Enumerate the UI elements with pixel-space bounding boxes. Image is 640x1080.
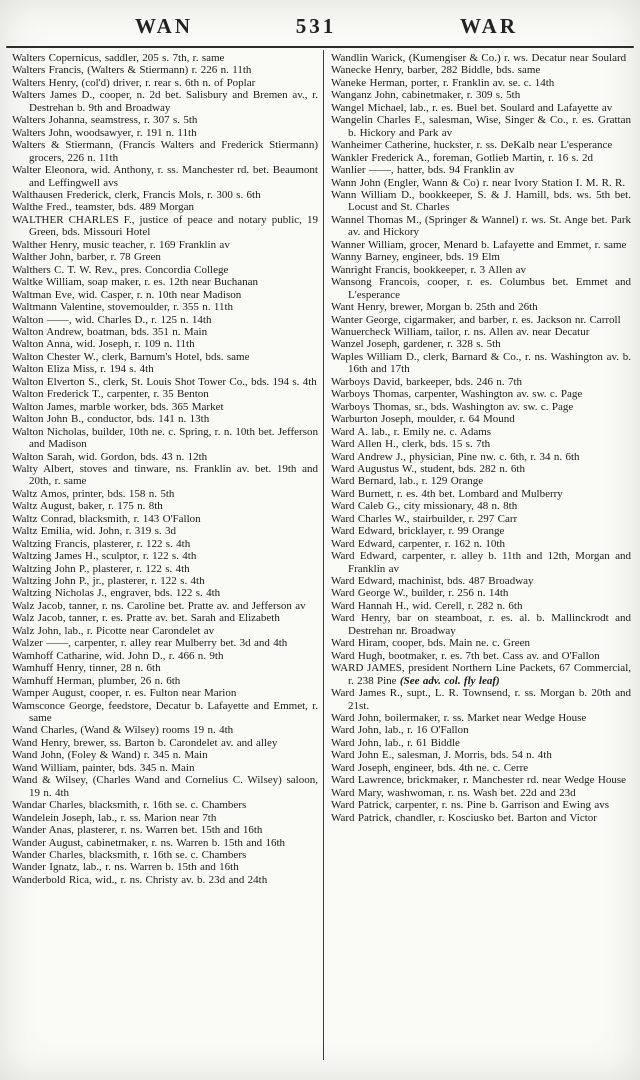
- directory-entry: Walz Jacob, tanner, r. es. Pratte av. bet. Sarah and Elizabeth: [12, 612, 280, 625]
- directory-entry: Ward John, boilermaker, r. ss. Market near Wedge House: [331, 712, 587, 725]
- directory-entry: Walty Albert, stoves and tinware, ns. Franklin av. bet. 19th and 20th, r. same: [12, 462, 318, 488]
- directory-entry: Wand William, painter, bds. 345 n. Main: [12, 761, 195, 774]
- directory-entry: Ward James R., supt., L. R. Townsend, r. ss. Morgan b. 20th and 21st.: [331, 687, 631, 712]
- directory-entry: Walther Henry, music teacher, r. 169 Franklin av: [12, 238, 230, 251]
- directory-entry: Wand Charles, (Wand & Wilsey) rooms 19 n. 4th: [12, 724, 234, 737]
- header-rule: [6, 46, 634, 48]
- directory-entry: Warboys Thomas, sr., bds. Washington av. sw. c. Page: [331, 400, 574, 413]
- directory-entry: Waltz Emilia, wid. John, r. 319 s. 3d: [12, 525, 177, 538]
- directory-entry: Ward Allen H., clerk, bds. 15 s. 7th: [331, 438, 491, 451]
- directory-entry: Waltman Eve, wid. Casper, r. n. 10th near Madison: [12, 288, 242, 301]
- directory-entry: Walz John, lab., r. Picotte near Carondelet av: [12, 624, 215, 637]
- directory-entry: Wand John, (Foley & Wand) r. 345 n. Main: [12, 749, 208, 762]
- directory-entry: Walters John, woodsawyer, r. 191 n. 11th: [12, 126, 197, 139]
- directory-entry: Wamhuff Henry, tinner, 28 n. 6th: [12, 662, 161, 675]
- directory-entry: Ward Charles W., stairbuilder, r. 297 Carr: [331, 512, 518, 525]
- directory-entry: Wanzel Joseph, gardener, r. 328 s. 5th: [331, 338, 501, 351]
- directory-entry: Walters Johanna, seamstress, r. 307 s. 5th: [12, 114, 198, 127]
- directory-entry: Wanuercheck William, tailor, r. ns. Allen av. near Decatur: [331, 325, 590, 338]
- directory-entry: Walthers C. T. W. Rev., pres. Concordia College: [12, 263, 229, 276]
- directory-entry: Walton Andrew, boatman, bds. 351 n. Main: [12, 325, 208, 338]
- directory-entry: Warburton Joseph, moulder, r. 64 Mound: [331, 413, 515, 426]
- directory-entry: Warboys Thomas, carpenter, Washington av. sw. c. Page: [331, 388, 583, 401]
- directory-entry: Walter Eleonora, wid. Anthony, r. ss. Manchester rd. bet. Beaumont and Leffingwell avs: [12, 164, 318, 189]
- directory-entry: Warboys David, barkeeper, bds. 246 n. 7th: [331, 375, 523, 388]
- column-divider: [323, 50, 324, 1060]
- page-number: 531: [295, 14, 337, 38]
- directory-entry: Ward Caleb G., city missionary, 48 n. 8th: [331, 500, 518, 513]
- directory-entry: Ward Patrick, chandler, r. Kosciusko bet. Barton and Victor: [331, 811, 597, 824]
- directory-entry: Walton James, marble worker, bds. 365 Market: [12, 400, 224, 413]
- directory-entry: Ward Mary, washwoman, r. ns. Wash bet. 22d and 23d: [331, 786, 576, 799]
- directory-entry: Wanlier ——, hatter, bds. 94 Franklin av: [331, 164, 515, 177]
- directory-column-right: [331, 52, 631, 1064]
- directory-entry: Walters & Stiermann, (Francis Walters and Frederick Stiermann) grocers, 226 n. 11th: [12, 139, 318, 164]
- directory-entry: Wanheimer Catherine, huckster, r. ss. DeKalb near L'esperance: [331, 139, 613, 152]
- directory-entry: Wamhoff Catharine, wid. John D., r. 466 n. 9th: [12, 649, 224, 662]
- directory-entry: Waltzing Nicholas J., engraver, bds. 122 s. 4th: [12, 587, 221, 600]
- directory-entry: Ward Bernard, lab., r. 129 Orange: [331, 475, 484, 488]
- directory-entry: Wannel Thomas M., (Springer & Wannel) r. ws. St. Ange bet. Park av. and Hickory: [331, 213, 631, 239]
- directory-entry: Waltmann Valentine, stovemoulder, r. 355 n. 11th: [12, 301, 234, 314]
- directory-entry: Wander Charles, blacksmith, r. 16th se. c. Chambers: [12, 849, 247, 861]
- directory-entry: Walton Chester W., clerk, Barnum's Hotel, bds. same: [12, 350, 250, 363]
- directory-entry: Ward Patrick, carpenter, r. ns. Pine b. Garrison and Ewing avs: [331, 799, 610, 812]
- directory-entry: Ward A. lab., r. Emily ne. c. Adams: [331, 425, 492, 438]
- directory-entry: Wand & Wilsey, (Charles Wand and Cornelius C. Wilsey) saloon, 19 n. 4th: [12, 774, 318, 799]
- directory-entry: Waltzing Francis, plasterer, r. 122 s. 4th: [12, 537, 191, 550]
- directory-entry: Waltzing John P., jr., plasterer, r. 122 s. 4th: [12, 575, 205, 588]
- directory-entry: Wangel Michael, lab., r. es. Buel bet. Soulard and Lafayette av: [331, 101, 613, 114]
- see-advertisement-note: (See adv. col. fly leaf): [399, 674, 500, 687]
- directory-entry: Walters Copernicus, saddler, 205 s. 7th, r. same: [12, 52, 225, 64]
- directory-entry: Ward John E., salesman, J. Morris, bds. 54 n. 4th: [331, 749, 552, 762]
- directory-entry: Wanganz John, cabinetmaker, r. 309 s. 5th: [331, 89, 521, 102]
- directory-entry: Wander Anas, plasterer, r. ns. Warren bet. 15th and 16th: [12, 824, 263, 837]
- header-section-right: WAR: [459, 14, 519, 38]
- directory-entry: Ward Edward, carpenter, r. 162 n. 10th: [331, 537, 505, 550]
- directory-entry: Ward John, lab., r. 61 Biddle: [331, 736, 460, 749]
- directory-entry: Walters Henry, (col'd) driver, r. rear s. 6th n. of Poplar: [12, 76, 256, 89]
- directory-entry: Ward Henry, bar on steamboat, r. es. al. b. Mallinckrodt and Destrehan nr. Broadway: [331, 612, 631, 637]
- directory-entry: Walther John, barber, r. 78 Green: [12, 251, 161, 264]
- directory-entry: Wanright Francis, bookkeeper, r. 3 Allen av: [331, 263, 527, 276]
- directory-entry: Ward Edward, carpenter, r. alley b. 11th and 12th, Morgan and Franklin av: [331, 550, 631, 575]
- directory-entry: WARD JAMES, president Northern Line Packets, 67 Commercial, r. 238 Pine (See adv. col. fly leaf): [331, 662, 631, 687]
- directory-entry: Waltke William, soap maker, r. es. 12th near Buchanan: [12, 276, 258, 289]
- directory-entry: Wansong Francois, cooper, r. es. Columbus bet. Emmet and L'esperance: [331, 276, 631, 301]
- directory-column-left: [12, 52, 318, 1064]
- directory-entry: Waltz Amos, printer, bds. 158 n. 5th: [12, 487, 175, 500]
- directory-entry: Wanecke Henry, barber, 282 Biddle, bds. same: [331, 64, 541, 77]
- directory-entry: Want Henry, brewer, Morgan b. 25th and 26th: [331, 301, 538, 314]
- directory-entry: Walters Francis, (Walters & Stiermann) r. 226 n. 11th: [12, 64, 252, 77]
- directory-entry: Ward Edward, bricklayer, r. 99 Orange: [331, 525, 505, 538]
- directory-entry: Ward Hugh, bootmaker, r. es. 7th bet. Cass av. and O'Fallon: [331, 649, 600, 662]
- directory-entry: Walthausen Frederick, clerk, Francis Mols, r. 300 s. 6th: [12, 188, 261, 201]
- directory-entry: Wander August, cabinetmaker, r. ns. Warren b. 15th and 16th: [12, 836, 286, 849]
- directory-entry: Waltzing John P., plasterer, r. 122 s. 4th: [12, 562, 190, 575]
- directory-entry: Walton Eliza Miss, r. 194 s. 4th: [12, 363, 154, 376]
- directory-entry: Wamper August, cooper, r. es. Fulton near Marion: [12, 687, 237, 700]
- directory-entry: Waltzing James H., sculptor, r. 122 s. 4th: [12, 550, 197, 563]
- directory-entry: WALTHER CHARLES F., justice of peace and notary public, 19 Green, bds. Missouri Hotel: [12, 213, 318, 239]
- directory-entry: Wandar Charles, blacksmith, r. 16th se. c. Chambers: [12, 799, 247, 812]
- directory-entry: Wangelin Charles F., salesman, Wise, Singer & Co., r. es. Grattan b. Hickory and Park av: [331, 114, 631, 139]
- directory-entry: Wamhuff Herman, plumber, 26 n. 6th: [12, 674, 181, 687]
- header-section-left: WAN: [134, 14, 194, 38]
- directory-entry: Wanner William, grocer, Menard b. Lafayette and Emmet, r. same: [331, 238, 627, 251]
- directory-entry: Walton Frederick T., carpenter, r. 35 Benton: [12, 388, 209, 401]
- directory-entry: Walz Jacob, tanner, r. ns. Caroline bet. Pratte av. and Jefferson av: [12, 599, 306, 612]
- directory-entry: Ward John, lab., r. 16 O'Fallon: [331, 724, 469, 737]
- directory-entry: Ward Hannah H., wid. Cerell, r. 282 n. 6th: [331, 599, 523, 612]
- directory-entry: Wand Henry, brewer, ss. Barton b. Carondelet av. and alley: [12, 736, 278, 749]
- directory-entry: Wann John (Engler, Wann & Co) r. near Ivory Station I. M. R. R.: [331, 176, 626, 189]
- directory-entry: Ward Joseph, engineer, bds. 4th ne. c. Cerre: [331, 761, 529, 774]
- directory-entry: Walton Elverton S., clerk, St. Louis Shot Tower Co., bds. 194 s. 4th: [12, 375, 317, 388]
- directory-entry: Waneke Herman, porter, r. Franklin av. se. c. 14th: [331, 76, 555, 89]
- directory-entry: Wanderbold Rica, wid., r. ns. Christy av. b. 23d and 24th: [12, 873, 268, 886]
- directory-entry: Walton Sarah, wid. Gordon, bds. 43 n. 12th: [12, 450, 208, 463]
- page-header: [0, 14, 640, 42]
- directory-entry: Walton Anna, wid. Joseph, r. 109 n. 11th: [12, 338, 195, 351]
- directory-entry: Wanter George, cigarmaker, and barber, r. es. Jackson nr. Carroll: [331, 313, 621, 326]
- directory-entry: Waltz August, baker, r. 175 n. 8th: [12, 500, 163, 513]
- directory-entry: Walthe Fred., teamster, bds. 489 Morgan: [12, 201, 195, 214]
- directory-entry: Ward Augustus W., student, bds. 282 n. 6th: [331, 462, 525, 475]
- directory-entry: Waples William D., clerk, Barnard & Co., r. ns. Washington av. b. 16th and 17th: [331, 350, 631, 376]
- directory-entry: Wandlin Warick, (Kumengiser & Co.) r. ws. Decatur near Soulard: [331, 52, 627, 64]
- directory-entry: Ward Edward, machinist, bds. 487 Broadway: [331, 575, 534, 588]
- directory-entry: Ward Lawrence, brickmaker, r. Manchester rd. near Wedge House: [331, 774, 626, 787]
- directory-entry: Walton ——, wid. Charles D., r. 125 n. 14th: [12, 313, 212, 326]
- directory-entry: Wankler Frederick A., foreman, Gotlieb Martin, r. 16 s. 2d: [331, 151, 594, 164]
- directory-entry: Wamsconce George, feedstore, Decatur b. Lafayette and Emmet, r. same: [12, 699, 318, 725]
- directory-entry: Walzer ——, carpenter, r. alley rear Mulberry bet. 3d and 4th: [12, 637, 288, 650]
- directory-entry: Walton John B., conductor, bds. 141 n. 13th: [12, 413, 210, 426]
- directory-entry: Ward George W., builder, r. 256 n. 14th: [331, 587, 509, 600]
- directory-entry: Wann William D., bookkeeper, S. & J. Hamill, bds. ws. 5th bet. Locust and St. Charles: [331, 188, 631, 214]
- directory-entry: Wanny Barney, engineer, bds. 19 Elm: [331, 251, 500, 264]
- directory-entry: Ward Hiram, cooper, bds. Main ne. c. Green: [331, 637, 530, 650]
- directory-entry: Wandelein Joseph, lab., r. ss. Marion near 7th: [12, 811, 217, 824]
- directory-entry: Wander Ignatz, lab., r. ns. Warren b. 15th and 16th: [12, 861, 239, 874]
- directory-entry: Walton Nicholas, builder, 10th ne. c. Spring, r. n. 10th bet. Jefferson and Madison: [12, 425, 318, 451]
- directory-entry: Waltz Conrad, blacksmith, r. 143 O'Fallon: [12, 512, 201, 525]
- directory-entry: Walters James D., cooper, n. 2d bet. Salisbury and Bremen av., r. Destrehan b. 9th and Broadway: [12, 89, 318, 114]
- directory-entry: Ward Andrew J., physician, Pine nw. c. 6th, r. 34 n. 6th: [331, 450, 580, 463]
- directory-entry: Ward Burnett, r. es. 4th bet. Lombard and Mulberry: [331, 487, 563, 500]
